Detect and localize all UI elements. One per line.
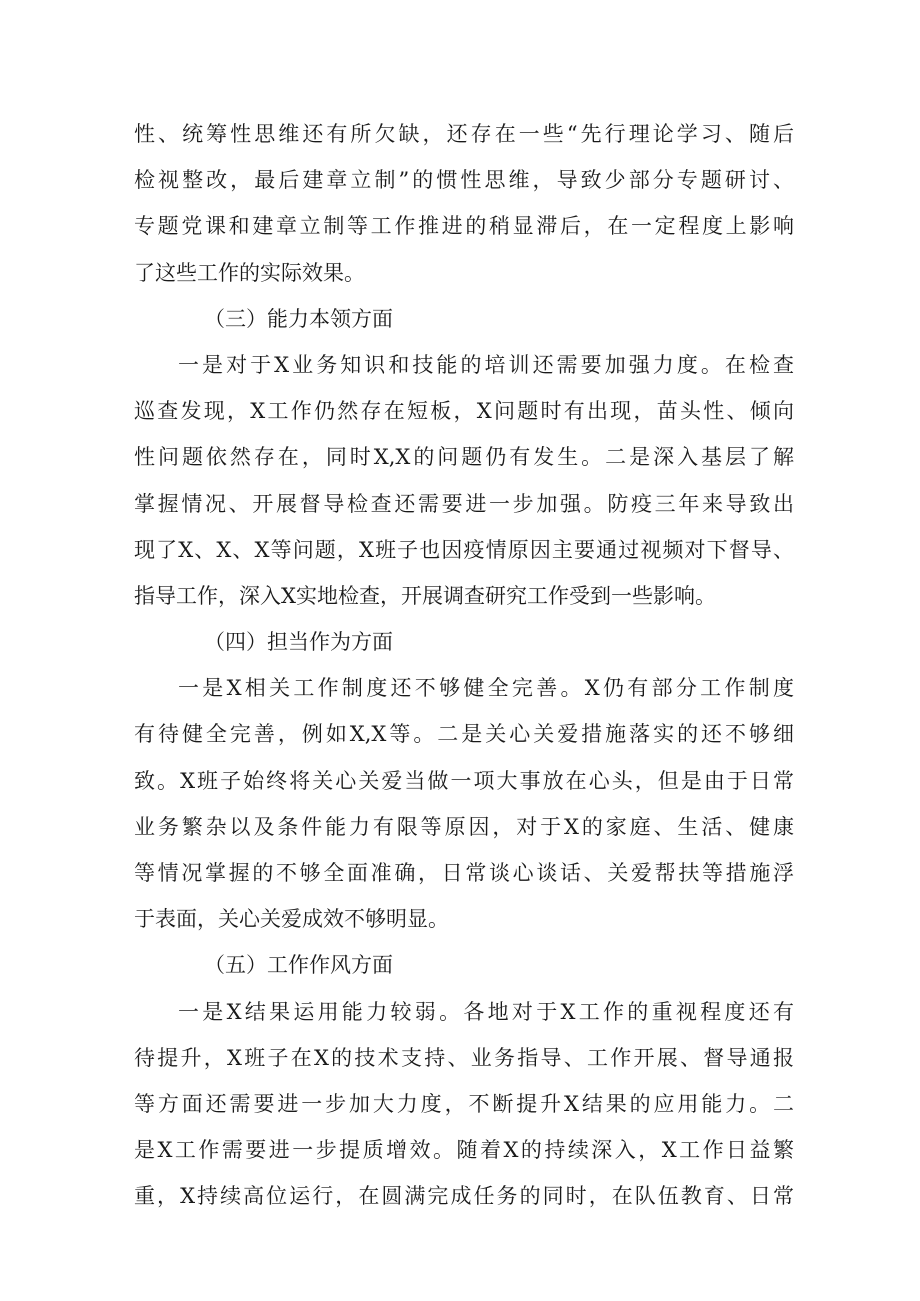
paragraph-work-style [134, 989, 794, 1220]
text-line: 有待健全完善，例如X,X等。二是关心关爱措施落实的还不够细 [134, 722, 794, 747]
document-body [134, 111, 794, 1220]
text-line: 是X工作需要进一步提质增效。随着X的持续深入，X工作日益繁 [134, 1138, 794, 1163]
paragraph-ability [134, 342, 794, 619]
text-line: 于表面，关心关爱成效不够明显。 [134, 907, 449, 932]
paragraph-responsibility [134, 665, 794, 942]
text-line: 致。X班子始终将关心关爱当做一项大事放在心头，但是由于日常 [134, 768, 794, 793]
section-heading-work-style: （五）工作作风方面 [204, 953, 393, 978]
text-line: 检视整改，最后建章立制”的惯性思维，导致少部分专题研讨、 [134, 168, 794, 193]
section-heading-responsibility: （四）担当作为方面 [204, 630, 393, 655]
text-line: 专题党课和建章立制等工作推进的稍显滞后，在一定程度上影响 [134, 214, 794, 239]
section-heading-ability: （三）能力本领方面 [204, 306, 393, 331]
text-line: 一是X结果运用能力较弱。各地对于X工作的重视程度还有 [178, 999, 794, 1024]
text-line: 掌握情况、开展督导检查还需要进一步加强。防疫三年来导致出 [134, 491, 794, 516]
text-line: 重，X持续高位运行，在圆满完成任务的同时，在队伍教育、日常 [134, 1184, 794, 1209]
text-line: 指导工作，深入X实地检查，开展调查研究工作受到一些影响。 [134, 583, 716, 608]
text-line: 性、统筹性思维还有所欠缺，还存在一些“先行理论学习、随后 [134, 122, 794, 146]
text-line: 等方面还需要进一步加大力度，不断提升X结果的应用能力。二 [134, 1091, 794, 1116]
text-line: 等情况掌握的不够全面准确，日常谈心谈话、关爱帮扶等措施浮 [134, 861, 794, 885]
text-line: 一是对于X业务知识和技能的培训还需要加强力度。在检查 [178, 352, 794, 377]
text-line: 了这些工作的实际效果。 [134, 260, 365, 285]
paragraph-thinking [134, 111, 794, 296]
text-line: 待提升，X班子在X的技术支持、业务指导、工作开展、督导通报 [134, 1045, 794, 1070]
text-line: 性问题依然存在，同时X,X的问题仍有发生。二是深入基层了解 [134, 445, 794, 470]
text-line: 现了X、X、X等问题，X班子也因疫情原因主要通过视频对下督导、 [134, 537, 794, 562]
text-line: 业务繁杂以及条件能力有限等原因，对于X的家庭、生活、健康 [134, 814, 794, 839]
text-line: 一是X相关工作制度还不够健全完善。X仍有部分工作制度 [178, 676, 794, 701]
text-line: 巡查发现，X工作仍然存在短板，X问题时有出现，苗头性、倾向 [134, 399, 794, 424]
